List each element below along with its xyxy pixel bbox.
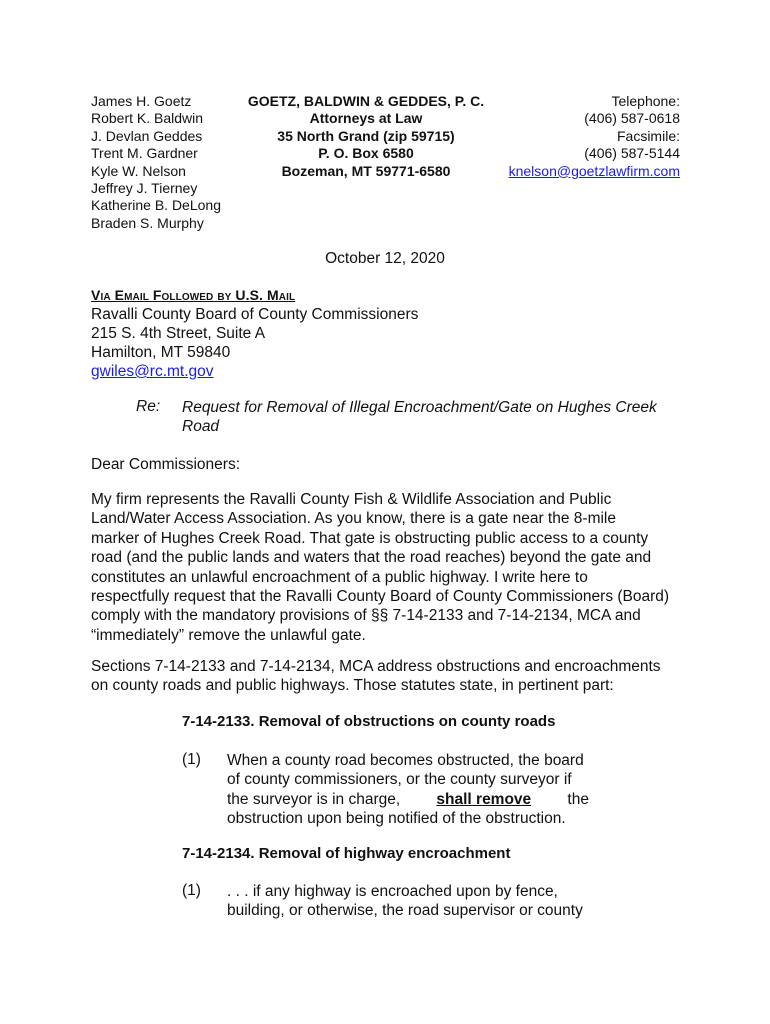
statute-subsection-number: (1) [182,751,201,768]
recipient-address-line1: 215 S. 4th Street, Suite A [91,325,266,342]
paragraph-line: respectfully request that the Ravalli County Board of County Commissioners (Board) [91,588,670,606]
firm-city: Bozeman, MT 59771-6580 [281,162,451,179]
facsimile-label: Facsimile: [616,127,680,144]
quote-line: When a county road becomes obstructed, the board [227,752,584,769]
paragraph-line: Sections 7-14-2133 and 7-14-2134, MCA address obstructions and encroachments [91,658,661,675]
telephone-number: (406) 587-0618 [584,110,680,127]
attorney-name: Jeffrey J. Tierney [91,180,198,197]
firm-block [240,93,492,180]
paragraph-line: comply with the mandatory provisions of §§ 7-14-2133 and 7-14-2134, MCA and [91,607,641,625]
contact-block [509,93,680,180]
firm-street: 35 North Grand (zip 59715) [277,127,455,144]
attorney-list [91,93,221,232]
paragraph-line: My firm represents the Ravalli County Fish & Wildlife Association and Public [91,491,612,508]
salutation: Dear Commissioners: [91,456,241,473]
facsimile-number: (406) 587-5144 [584,145,680,162]
attorney-name: James H. Goetz [91,93,192,109]
statute-quote [227,751,589,829]
quote-line: . . . if any highway is encroached upon by fence, [227,883,558,900]
re-subject-line: Road [182,418,220,435]
paragraph-line: “immediately” remove the unlawful gate. [91,626,366,644]
attorney-name: Kyle W. Nelson [91,162,186,179]
firm-subtitle: Attorneys at Law [309,110,423,127]
attorney-name: J. Devlan Geddes [91,127,203,144]
paragraph-line: on county roads and public highways. Those statutes state, in pertinent part: [91,677,614,695]
quote-line: obstruction upon being notified of the obstruction. [227,810,566,828]
quote-line: building, or otherwise, the road supervisor or county [227,902,583,920]
recipient-block [91,286,418,381]
letter-date: October 12, 2020 [325,250,445,267]
re-label: Re: [136,398,161,415]
quote-line: of county commissioners, or the county surveyor if [227,771,572,789]
firm-po-box: P. O. Box 6580 [318,145,414,162]
body-paragraph-1 [91,490,683,645]
attorney-name: Braden S. Murphy [91,214,204,231]
attorney-name: Trent M. Gardner [91,145,198,162]
quote-text: the [567,790,589,808]
recipient-name: Ravalli County Board of County Commissioners [91,306,419,323]
paragraph-line: road (and the public lands and waters that the road reaches) beyond the gate and [91,549,652,567]
body-paragraph-2 [91,657,683,696]
statute-heading: 7-14-2134. Removal of highway encroachment [182,845,511,862]
statute-subsection-number: (1) [182,882,201,899]
attorney-name: Katherine B. DeLong [91,197,221,214]
recipient-email-link[interactable]: gwiles@rc.mt.gov [91,363,214,380]
statute-heading: 7-14-2133. Removal of obstructions on county roads [182,713,556,730]
firm-name: GOETZ, BALDWIN & GEDDES, P. C. [247,93,485,109]
firm-email-link[interactable]: knelson@goetzlawfirm.com [508,162,680,179]
quote-emphasis: shall remove [436,790,532,808]
statute-quote [227,882,589,921]
paragraph-line: Land/Water Access Association. As you know, there is a gate near the 8-mile [91,510,616,528]
paragraph-line: constitutes an unlawful encroachment of a public highway. I write here to [91,568,588,586]
telephone-label: Telephone: [611,93,680,109]
quote-line [227,790,589,809]
re-subject-line: Request for Removal of Illegal Encroachment/Gate on Hughes Creek [182,399,657,416]
paragraph-line: marker of Hughes Creek Road. That gate is obstructing public access to a county [91,529,649,547]
recipient-address-line2: Hamilton, MT 59840 [91,344,231,361]
attorney-name: Robert K. Baldwin [91,110,204,127]
re-subject [182,398,682,436]
delivery-method: Via Email Followed by U.S. Mail [91,287,296,303]
quote-text: the surveyor is in charge, [227,790,401,808]
